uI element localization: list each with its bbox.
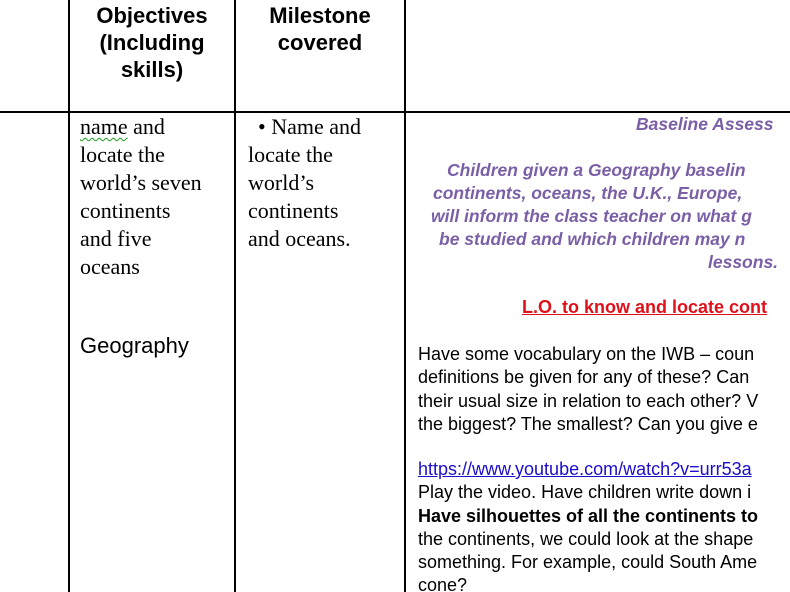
baseline-line: be studied and which children may n: [439, 229, 746, 249]
bullet-icon: •: [258, 114, 266, 139]
milestone-line: [248, 113, 361, 141]
paragraph-line: the biggest? The smallest? Can you give e: [418, 413, 758, 434]
objective-line: and five: [80, 226, 152, 251]
objective-line: [80, 113, 202, 141]
baseline-line: lessons.: [708, 252, 779, 272]
header-text: Milestone: [269, 3, 371, 28]
objective-line: locate the: [80, 142, 165, 167]
video-link[interactable]: https://www.youtube.com/watch?v=urr53a: [418, 459, 752, 479]
milestone-line: and oceans.: [248, 226, 351, 251]
baseline-line: will inform the class teacher on what g: [431, 206, 752, 226]
paragraph-line: the continents, we could look at the shape: [418, 528, 754, 549]
learning-objective: L.O. to know and locate cont: [522, 297, 768, 317]
objective-line: oceans: [80, 254, 140, 279]
paragraph-line: definitions be given for any of these? Can: [418, 367, 750, 388]
paragraph-line: something. For example, could South Ame: [418, 552, 758, 573]
subject-label: Geography: [80, 333, 189, 358]
milestone-cell: [248, 113, 361, 253]
session-cell: [406, 113, 790, 592]
column-divider: [68, 0, 70, 592]
paragraph-line: Play the video. Have children write down i: [418, 482, 752, 503]
milestone-line: locate the: [248, 142, 333, 167]
paragraph-line: their usual size in relation to each other? V: [418, 390, 759, 411]
header-text: covered: [277, 30, 363, 55]
objective-word: name: [80, 114, 128, 139]
header-text: (Including: [99, 30, 205, 55]
objectives-cell: [80, 113, 202, 281]
header-text: skills): [120, 57, 184, 82]
paragraph-line: cone?: [418, 575, 468, 592]
paragraph-line: Have some vocabulary on the IWB – coun: [418, 344, 755, 364]
milestone-line: continents: [248, 198, 339, 223]
baseline-line: continents, oceans, the U.K., Europe,: [433, 183, 743, 203]
activity-paragraph: [418, 343, 758, 436]
video-paragraph: [418, 458, 758, 592]
baseline-line: Children given a Geography baselin: [447, 160, 746, 180]
header-text: Objectives: [96, 3, 208, 28]
column-divider: [234, 0, 236, 592]
objective-line: continents: [80, 198, 171, 223]
milestone-text: Name and: [271, 114, 361, 139]
milestone-line: world’s: [248, 170, 314, 195]
header-milestone: [236, 2, 404, 56]
baseline-title: Baseline Assess: [636, 114, 774, 134]
paragraph-bold-line: Have silhouettes of all the continents to: [418, 505, 759, 526]
objective-text: and: [127, 114, 165, 139]
header-objectives: [70, 2, 234, 83]
objective-line: world’s seven: [80, 170, 202, 195]
